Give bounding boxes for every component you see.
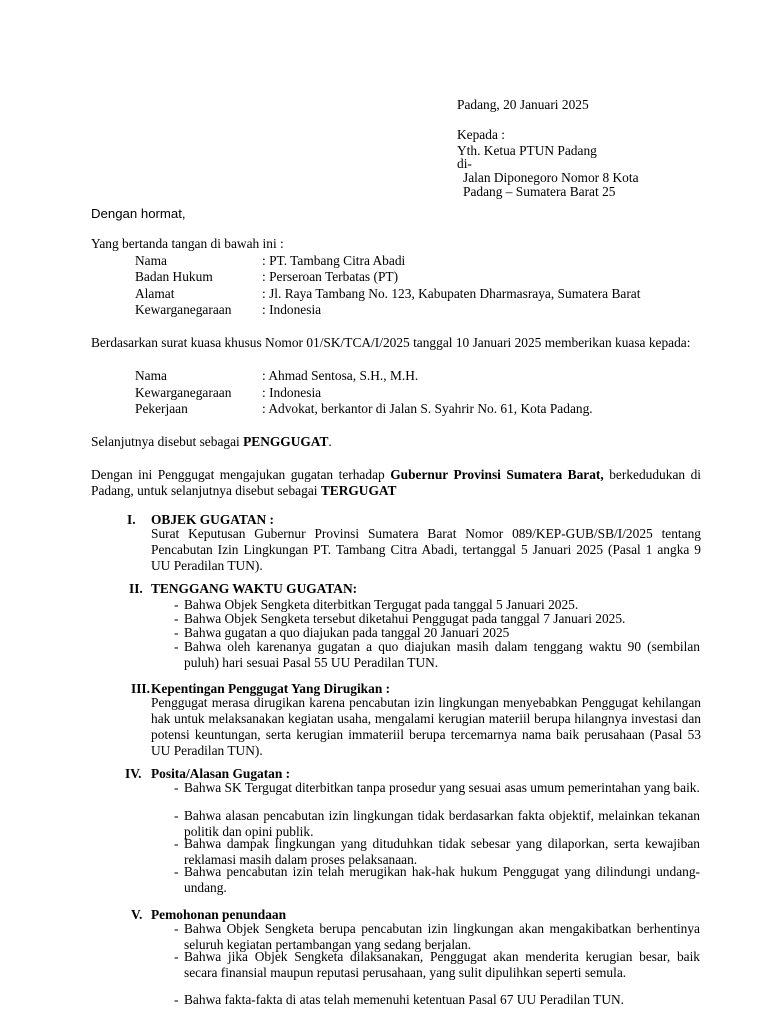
salutation: Dengan hormat, <box>91 206 186 221</box>
defendant-name: Gubernur Provinsi Sumatera Barat, <box>390 467 604 482</box>
list-item-text: Bahwa dampak lingkungan yang dituduhkan tidak sebesar yang dilaporkan, serta kewajiban reklamasi masih dalam proses pelaksanaan. <box>184 836 700 867</box>
penggugat-text: Selanjutnya disebut sebagai <box>91 434 244 449</box>
list-item-text: Bahwa fakta-fakta di atas telah memenuhi ketentuan Pasal 67 UU Peradilan TUN. <box>184 992 625 1007</box>
section-title: Posita/Alasan Gugatan : <box>151 766 291 781</box>
recipient-name: Yth. Ketua PTUN Padang <box>457 143 597 158</box>
section-number: IV. <box>125 766 142 781</box>
section-title: OBJEK GUGATAN : <box>151 512 274 527</box>
attorney-label: Nama <box>135 368 167 383</box>
bullet-dash: - <box>174 597 179 612</box>
plaintiff-label: Nama <box>135 253 167 268</box>
attorney-value: : Ahmad Sentosa, S.H., M.H. <box>262 368 419 383</box>
section-number: I. <box>127 512 136 527</box>
list-item-text: Bahwa Objek Sengketa tersebut diketahui Penggugat pada tanggal 7 Januari 2025. <box>184 611 626 626</box>
gugatan-paragraph <box>91 467 701 499</box>
plaintiff-value: : Perseroan Terbatas (PT) <box>262 269 399 284</box>
list-item-text: Bahwa gugatan a quo diajukan pada tanggal 20 Januari 2025 <box>184 625 510 640</box>
section-body: Surat Keputusan Gubernur Provinsi Sumatera Barat Nomor 089/KEP-GUB/SB/I/2025 tentang Pencabutan Izin Lingkungan PT. Tambang Citra Abadi, tertanggal 5 Januari 2025 (Pasal 1 angka 9 UU Peradilan TUN). <box>151 526 701 573</box>
plaintiff-label: Badan Hukum <box>135 269 213 284</box>
plaintiff-value: : Indonesia <box>262 302 322 317</box>
bullet-dash: - <box>174 639 179 654</box>
plaintiff-value: : PT. Tambang Citra Abadi <box>262 253 406 268</box>
section-title: TENGGANG WAKTU GUGATAN: <box>151 581 358 596</box>
attorney-value: : Advokat, berkantor di Jalan S. Syahrir No. 61, Kota Padang. <box>262 401 593 416</box>
section-number: III. <box>131 681 150 696</box>
bullet-dash: - <box>174 864 179 879</box>
bullet-dash: - <box>174 780 179 795</box>
list-item-text: Bahwa alasan pencabutan izin lingkungan tidak berdasarkan fakta objektif, melainkan tekanan politik dan opini publik. <box>184 808 700 839</box>
kuasa-paragraph: Berdasarkan surat kuasa khusus Nomor 01/SK/TCA/I/2025 tanggal 10 Januari 2025 memberikan kuasa kepada: <box>91 335 691 350</box>
bullet-dash: - <box>174 921 179 936</box>
plaintiff-label: Kewarganegaraan <box>135 302 232 317</box>
section-body: Penggugat merasa dirugikan karena pencabutan izin lingkungan menyebabkan Penggugat kehilangan hak untuk melaksanakan kegiatan usaha, mengalami kerugian materiil berupa hilangnya investasi dan potensi keuntungan, serta kerugian immateriil berupa tercemarnya nama baik perusahaan (Pasal 53 UU Peradilan TUN). <box>151 695 701 758</box>
plaintiff-label: Alamat <box>135 286 175 301</box>
list-item-text: Bahwa jika Objek Sengketa dilaksanakan, Penggugat akan menderita kerugian besar, baik secara finansial maupun reputasi perusahaan, yang sulit dipulihkan seperti semula. <box>184 949 700 980</box>
bullet-dash: - <box>174 949 179 964</box>
penggugat-end: . <box>328 434 332 449</box>
list-item-text: Bahwa Objek Sengketa berupa pencabutan izin lingkungan akan mengakibatkan berhentinya seluruh kegiatan pertambangan yang sedang berjalan. <box>184 921 700 952</box>
penggugat-term: PENGGUGAT <box>243 434 329 449</box>
attorney-label: Pekerjaan <box>135 401 188 416</box>
section-number: II. <box>129 581 143 596</box>
intro-line: Yang bertanda tangan di bawah ini : <box>91 236 284 251</box>
section-title: Pemohonan penundaan <box>151 907 287 922</box>
gugatan-text: berkedudukan di Padang, untuk selanjutnya disebut sebagai <box>91 467 701 498</box>
attorney-label: Kewarganegaraan <box>135 385 232 400</box>
list-item-text: Bahwa oleh karenanya gugatan a quo diajukan masih dalam tenggang waktu 90 (sembilan puluh) hari sesuai Pasal 55 UU Peradilan TUN. <box>184 639 700 670</box>
list-item-text: Bahwa pencabutan izin telah merugikan hak-hak hukum Penggugat yang dilindungi undang-undang. <box>184 864 700 895</box>
section-number: V. <box>131 907 143 922</box>
recipient-di: di- <box>457 156 472 171</box>
recipient-kepada: Kepada : <box>457 127 505 142</box>
list-item-text: Bahwa Objek Sengketa diterbitkan Tergugat pada tanggal 5 Januari 2025. <box>184 597 579 612</box>
list-item-text: Bahwa SK Tergugat diterbitkan tanpa prosedur yang sesuai asas umum pemerintahan yang baik. <box>184 780 700 795</box>
gugatan-text: Dengan ini Penggugat mengajukan gugatan terhadap <box>91 467 391 482</box>
bullet-dash: - <box>174 611 179 626</box>
bullet-dash: - <box>174 836 179 851</box>
bullet-dash: - <box>174 808 179 823</box>
tergugat-term: TERGUGAT <box>320 483 397 498</box>
recipient-address-line1: Jalan Diponegoro Nomor 8 Kota <box>463 170 639 185</box>
section-title: Kepentingan Penggugat Yang Dirugikan : <box>151 681 391 696</box>
penggugat-line <box>91 434 332 450</box>
recipient-address-line2: Padang – Sumatera Barat 25 <box>463 184 616 199</box>
bullet-dash: - <box>174 992 179 1007</box>
letter-date: Padang, 20 Januari 2025 <box>457 97 589 112</box>
plaintiff-value: : Jl. Raya Tambang No. 123, Kabupaten Dharmasraya, Sumatera Barat <box>262 286 641 301</box>
attorney-value: : Indonesia <box>262 385 322 400</box>
bullet-dash: - <box>174 625 179 640</box>
